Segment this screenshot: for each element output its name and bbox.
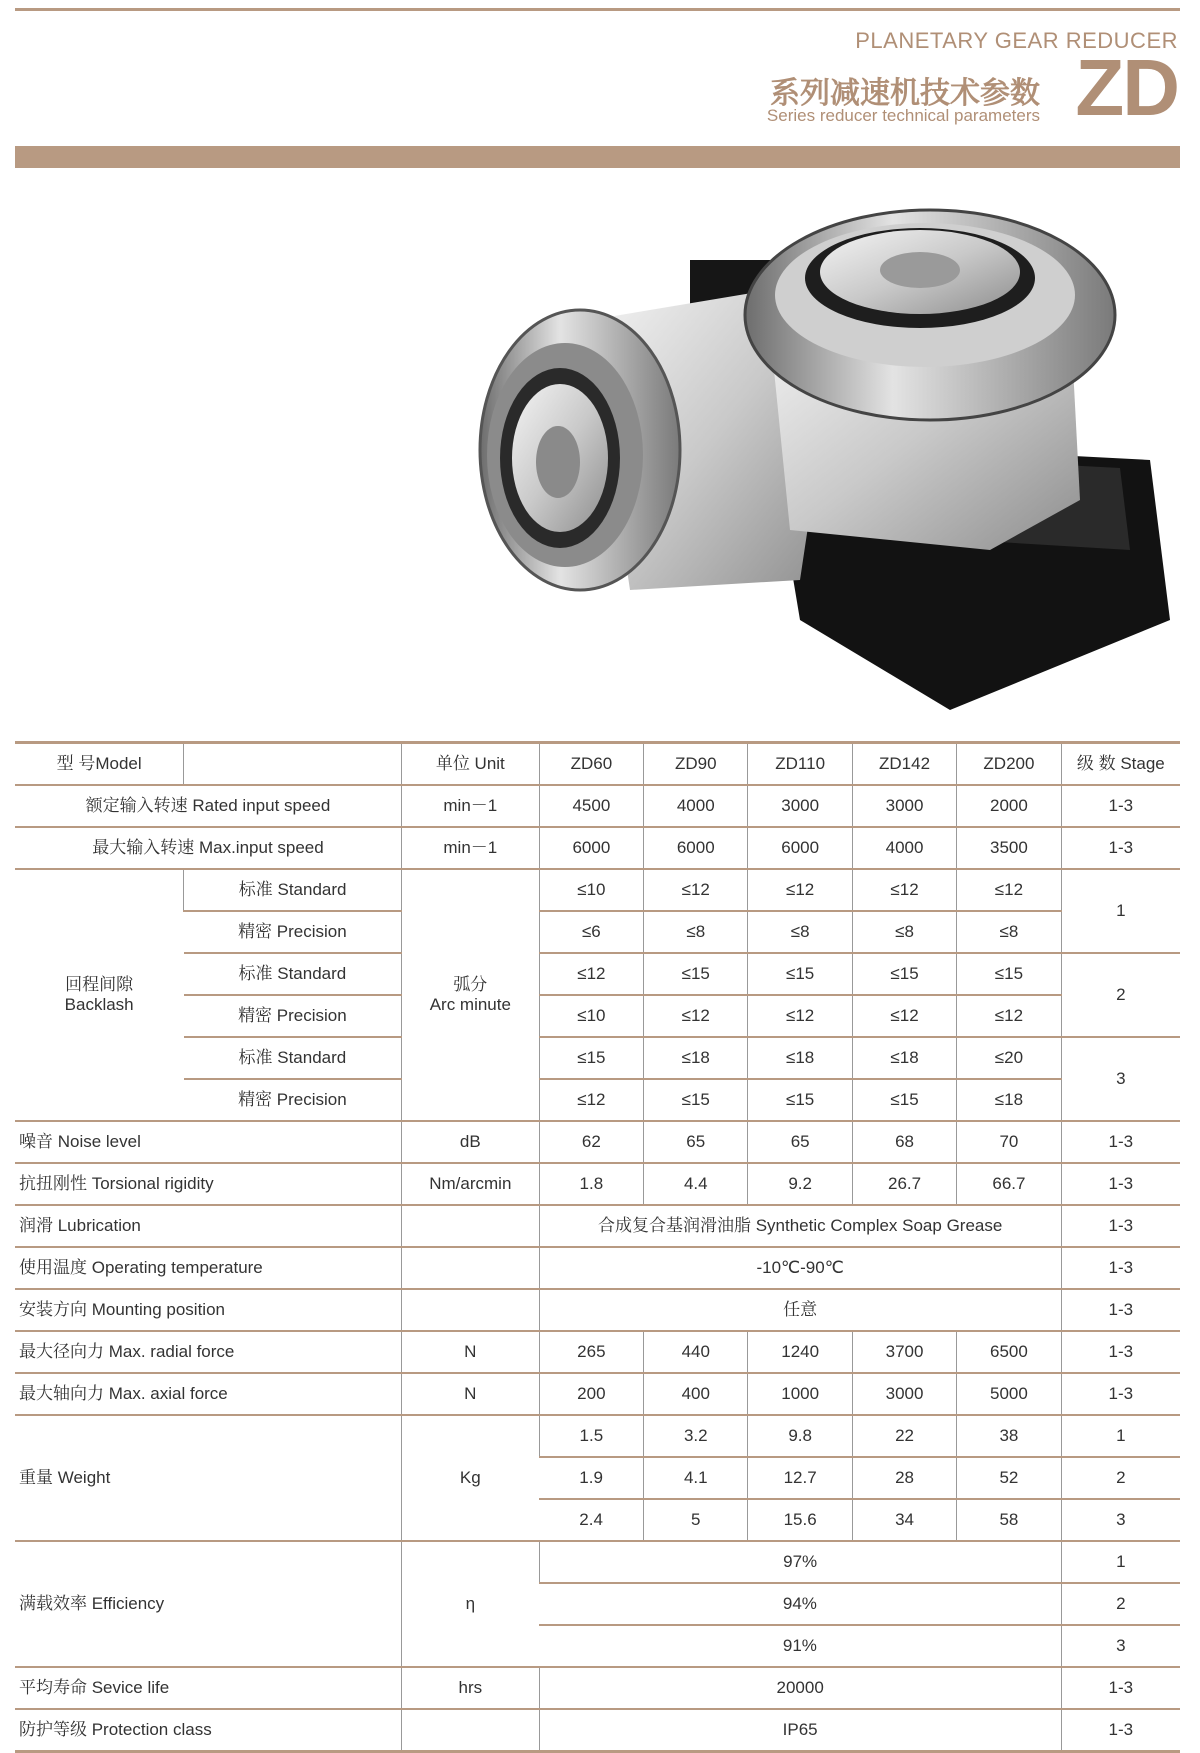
table-row [15,1331,1180,1373]
cell-value: ≤8 [957,911,1061,953]
cell-value: 任意 [539,1289,1061,1331]
backlash-grade: 标准 Standard [184,1037,402,1079]
header-title-en: PLANETARY GEAR REDUCER [855,28,1178,53]
backlash-grade: 精密 Precision [184,911,402,953]
cell-value: ≤20 [957,1037,1061,1079]
table-row [15,1247,1180,1289]
row-unit [401,1247,539,1289]
row-label: 抗扭刚性 Torsional rigidity [15,1163,401,1205]
cell-value: 91% [539,1625,1061,1667]
cell-value: ≤8 [644,911,748,953]
cell-value: 1.5 [539,1415,643,1457]
cell-value: 400 [644,1373,748,1415]
header-title-cn: 系列减速机技术参数 [770,76,1040,111]
table-row [15,869,1180,911]
row-unit: hrs [401,1667,539,1709]
cell-value: 3000 [748,785,852,827]
cell-value: ≤15 [539,1037,643,1079]
technical-parameters-table [15,741,1180,1753]
table-row [15,1289,1180,1331]
cell-value: 28 [852,1457,956,1499]
backlash-stage: 2 [1061,953,1180,1037]
cell-value: 200 [539,1373,643,1415]
table-row [15,1037,1180,1079]
row-label: 最大输入转速 Max.input speed [15,827,401,869]
cell-value: 3500 [957,827,1061,869]
row-stage: 2 [1061,1457,1180,1499]
table-row [15,1709,1180,1752]
cell-value: 4500 [539,785,643,827]
backlash-stage: 3 [1061,1037,1180,1121]
table-row [15,827,1180,869]
empty-header-cell [184,743,402,786]
row-unit [401,1709,539,1752]
model-zd200: ZD200 [957,743,1061,786]
cell-value: 1.8 [539,1163,643,1205]
cell-value: 34 [852,1499,956,1541]
table-row [15,1121,1180,1163]
cell-value: 5 [644,1499,748,1541]
backlash-grade: 精密 Precision [184,1079,402,1121]
row-stage: 1-3 [1061,1205,1180,1247]
row-unit [401,1205,539,1247]
unit-header: 单位 Unit [401,743,539,786]
cell-value: ≤8 [852,911,956,953]
row-stage: 1-3 [1061,1667,1180,1709]
cell-value: 6000 [644,827,748,869]
cell-value: IP65 [539,1709,1061,1752]
cell-value: 62 [539,1121,643,1163]
table-row [15,953,1180,995]
cell-value: 15.6 [748,1499,852,1541]
cell-value: 合成复合基润滑油脂 Synthetic Complex Soap Grease [539,1205,1061,1247]
row-unit [401,1289,539,1331]
backlash-unit-en: Arc minute [429,995,511,1014]
cell-value: 68 [852,1121,956,1163]
row-unit: Nm/arcmin [401,1163,539,1205]
row-stage: 1-3 [1061,1289,1180,1331]
cell-value: 94% [539,1583,1061,1625]
row-label: 安装方向 Mounting position [15,1289,401,1331]
row-stage: 2 [1061,1583,1180,1625]
row-label: 平均寿命 Sevice life [15,1667,401,1709]
cell-value: ≤12 [748,869,852,911]
table-row [15,995,1180,1037]
row-stage: 1 [1061,1541,1180,1583]
model-header: 型 号Model [15,743,184,786]
cell-value: ≤18 [957,1079,1061,1121]
cell-value: ≤12 [539,953,643,995]
row-unit: dB [401,1121,539,1163]
cell-value: 20000 [539,1667,1061,1709]
row-label: 最大径向力 Max. radial force [15,1331,401,1373]
header-subtitle: Series reducer technical parameters [766,106,1040,125]
cell-value: 265 [539,1331,643,1373]
cell-value: ≤18 [644,1037,748,1079]
cell-value: ≤15 [644,953,748,995]
row-unit: N [401,1331,539,1373]
stage-header: 级 数 Stage [1061,743,1180,786]
row-label: 噪音 Noise level [15,1121,401,1163]
cell-value: ≤6 [539,911,643,953]
row-label: 满载效率 Efficiency [15,1541,401,1667]
cell-value: ≤12 [852,869,956,911]
cell-value: -10℃-90℃ [539,1247,1061,1289]
row-unit: min－1 [401,827,539,869]
cell-value: 65 [644,1121,748,1163]
cell-value: ≤12 [957,869,1061,911]
cell-value: 2000 [957,785,1061,827]
cell-value: 38 [957,1415,1061,1457]
table-row [15,1079,1180,1121]
cell-value: ≤18 [852,1037,956,1079]
cell-value: 9.2 [748,1163,852,1205]
cell-value: 97% [539,1541,1061,1583]
cell-value: 3000 [852,1373,956,1415]
row-unit: min－1 [401,785,539,827]
model-zd90: ZD90 [644,743,748,786]
cell-value: ≤15 [748,953,852,995]
model-zd60: ZD60 [539,743,643,786]
cell-value: 5000 [957,1373,1061,1415]
cell-value: 12.7 [748,1457,852,1499]
cell-value: 66.7 [957,1163,1061,1205]
cell-value: 58 [957,1499,1061,1541]
gear-reducer-photo [470,200,1170,720]
cell-value: 26.7 [852,1163,956,1205]
cell-value: ≤8 [748,911,852,953]
backlash-grade: 精密 Precision [184,995,402,1037]
cell-value: ≤12 [644,995,748,1037]
cell-value: 3000 [852,785,956,827]
table-row [15,1205,1180,1247]
row-stage: 3 [1061,1499,1180,1541]
row-label: 重量 Weight [15,1415,401,1541]
row-stage: 1-3 [1061,785,1180,827]
row-unit: Kg [401,1415,539,1541]
row-label: 额定输入转速 Rated input speed [15,785,401,827]
backlash-label [15,869,184,1121]
cell-value: ≤12 [748,995,852,1037]
row-stage: 1-3 [1061,1709,1180,1752]
backlash-unit-cn: 弧分 [453,974,488,994]
cell-value: 70 [957,1121,1061,1163]
row-label: 最大轴向力 Max. axial force [15,1373,401,1415]
cell-value: ≤12 [644,869,748,911]
backlash-stage: 1 [1061,869,1180,953]
cell-value: 3700 [852,1331,956,1373]
cell-value: 1.9 [539,1457,643,1499]
row-label: 使用温度 Operating temperature [15,1247,401,1289]
cell-value: ≤15 [748,1079,852,1121]
cell-value: ≤12 [957,995,1061,1037]
table-row [15,1415,1180,1457]
row-label: 润滑 Lubrication [15,1205,401,1247]
backlash-unit [401,869,539,1121]
cell-value: ≤15 [957,953,1061,995]
cell-value: 2.4 [539,1499,643,1541]
cell-value: 6500 [957,1331,1061,1373]
backlash-label-cn: 回程间隙 [65,974,134,994]
cell-value: 22 [852,1415,956,1457]
row-unit: N [401,1373,539,1415]
backlash-grade: 标准 Standard [184,953,402,995]
row-stage: 3 [1061,1625,1180,1667]
model-zd110: ZD110 [748,743,852,786]
row-stage: 1-3 [1061,1163,1180,1205]
cell-value: 65 [748,1121,852,1163]
cell-value: ≤10 [539,995,643,1037]
cell-value: 6000 [539,827,643,869]
table-row [15,1667,1180,1709]
table-row [15,1541,1180,1583]
cell-value: ≤15 [852,953,956,995]
cell-value: ≤12 [539,1079,643,1121]
cell-value: ≤12 [852,995,956,1037]
row-stage: 1-3 [1061,1373,1180,1415]
cell-value: ≤18 [748,1037,852,1079]
table-row [15,1373,1180,1415]
table-header-row [15,743,1180,786]
cell-value: 52 [957,1457,1061,1499]
cell-value: ≤15 [644,1079,748,1121]
row-label: 防护等级 Protection class [15,1709,401,1752]
row-stage: 1 [1061,1415,1180,1457]
cell-value: 3.2 [644,1415,748,1457]
row-stage: 1-3 [1061,1121,1180,1163]
row-stage: 1-3 [1061,1247,1180,1289]
row-unit: η [401,1541,539,1667]
cell-value: 1000 [748,1373,852,1415]
row-stage: 1-3 [1061,827,1180,869]
table-row [15,1163,1180,1205]
cell-value: ≤10 [539,869,643,911]
row-stage: 1-3 [1061,1331,1180,1373]
table-row [15,785,1180,827]
cell-value: ≤15 [852,1079,956,1121]
cell-value: 6000 [748,827,852,869]
cell-value: 440 [644,1331,748,1373]
series-code: ZD [1075,43,1178,132]
cell-value: 4.4 [644,1163,748,1205]
backlash-label-en: Backlash [64,995,134,1014]
cell-value: 1240 [748,1331,852,1373]
model-zd142: ZD142 [852,743,956,786]
cell-value: 4000 [852,827,956,869]
cell-value: 9.8 [748,1415,852,1457]
backlash-grade: 标准 Standard [184,869,402,911]
cell-value: 4.1 [644,1457,748,1499]
header-band [15,146,1180,168]
table-row [15,911,1180,953]
header-top-rule [15,8,1180,11]
cell-value: 4000 [644,785,748,827]
